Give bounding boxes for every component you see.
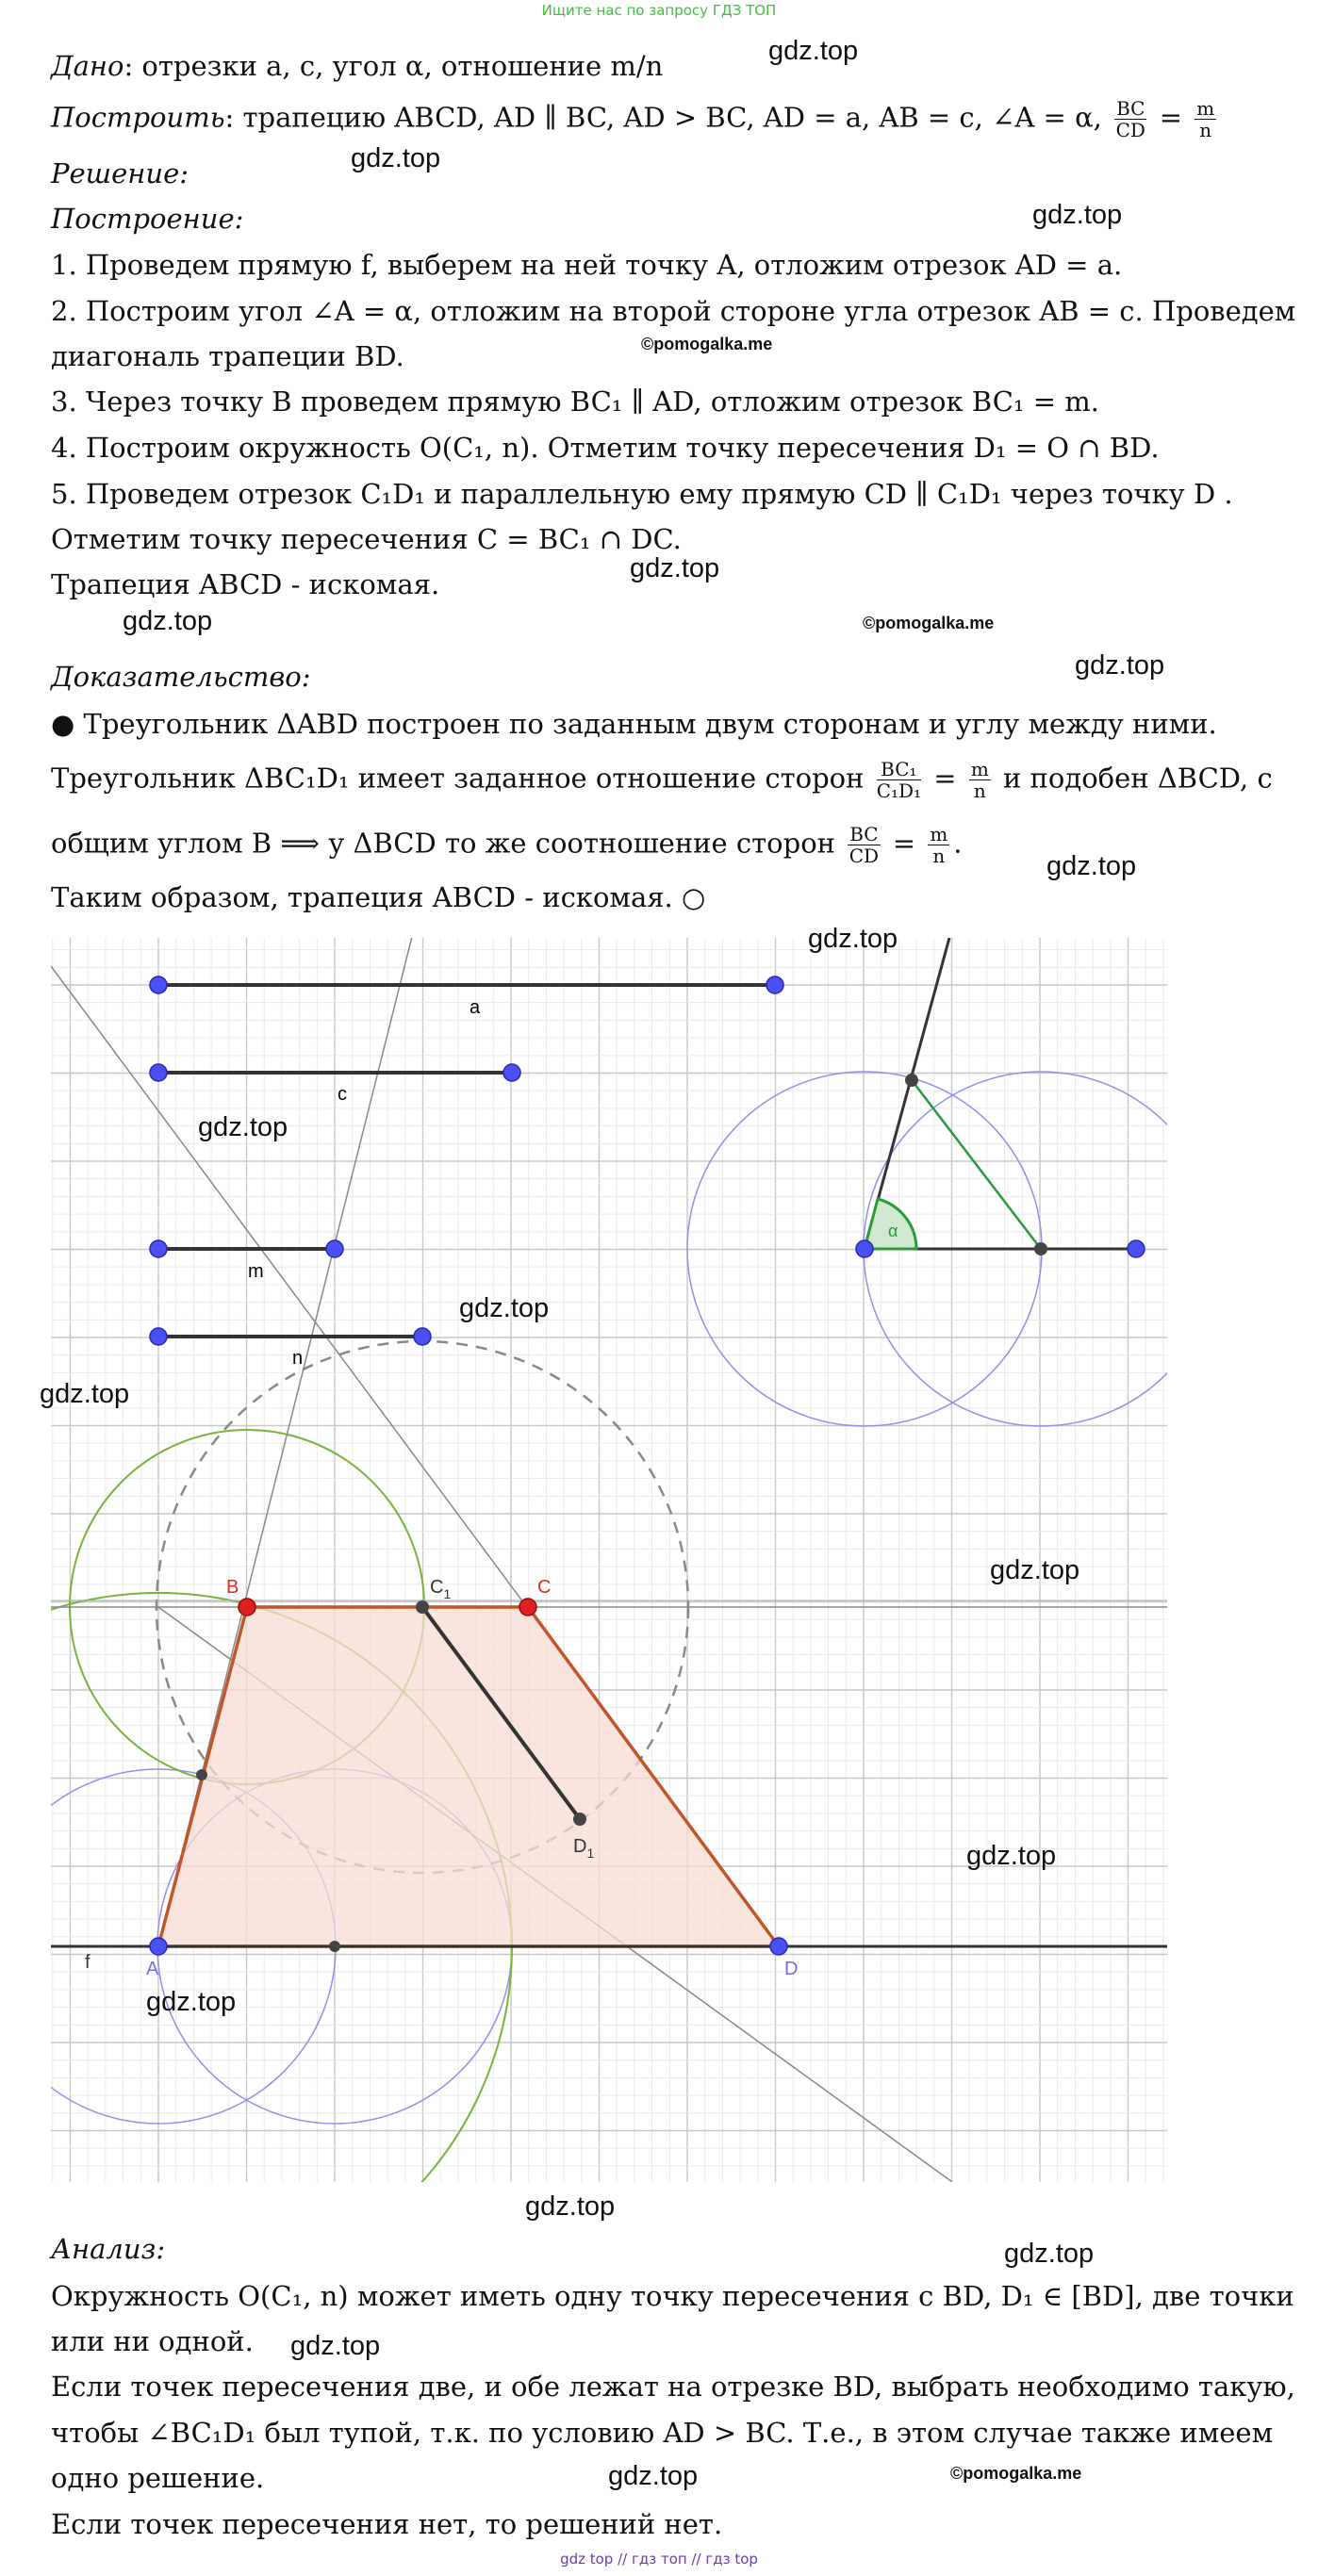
label-a: a bbox=[470, 997, 481, 1018]
given-text: : отрезки a, c, угол α, отношение m/n bbox=[124, 50, 664, 82]
point-D1 bbox=[573, 1813, 586, 1826]
point-C1 bbox=[416, 1600, 429, 1614]
point-n-right bbox=[414, 1328, 431, 1345]
step-1: 1. Проведем прямую f, выберем на ней точку A, отложим отрезок AD = a. bbox=[51, 249, 1123, 281]
point-f-mid bbox=[329, 1941, 340, 1952]
watermark-gdz: gdz.top bbox=[1032, 200, 1123, 230]
construct-frac-bc-cd: $\frac{BC}{CD}$ bbox=[1115, 97, 1145, 141]
step-2-cont: диагональ трапеции BD. bbox=[51, 340, 404, 372]
analysis-line-6: Если точек пересечения нет, то решений нет. bbox=[51, 2508, 723, 2540]
point-m-left bbox=[150, 1240, 167, 1257]
proof-frac-m-n-2: $\frac{m}{n}$ bbox=[930, 823, 948, 867]
watermark-gdz: gdz.top bbox=[146, 1987, 237, 2017]
watermark-pomogalka: ©pomogalka.me bbox=[950, 2464, 1082, 2483]
proof-line-4: Таким образом, трапеция ABCD - искомая. ○ bbox=[51, 881, 706, 913]
watermark-gdz: gdz.top bbox=[1075, 650, 1165, 681]
watermark-gdz: gdz.top bbox=[630, 553, 720, 583]
point-angle-end bbox=[1128, 1240, 1145, 1257]
watermark-gdz: gdz.top bbox=[290, 2331, 381, 2361]
proof-line-2: Треугольник ΔBC₁D₁ имеет заданное отношение сторон $\frac{\text{BC₁}}{\text{C₁D₁}}$ = $\frac{m}{n}$ и подобен ΔBCD, с bbox=[51, 758, 1273, 802]
watermark-pomogalka: ©pomogalka.me bbox=[641, 335, 773, 353]
watermark-gdz: gdz.top bbox=[1004, 2239, 1095, 2269]
label-alpha: α bbox=[888, 1222, 898, 1240]
point-m-right bbox=[326, 1240, 343, 1257]
watermark-gdz: gdz.top bbox=[123, 606, 213, 636]
label-f: f bbox=[85, 1952, 91, 1973]
proof-frac-m-n: $\frac{m}{n}$ bbox=[970, 758, 989, 802]
analysis-line-3: Если точек пересечения две, и обе лежат на отрезке BD, выбрать необходимо такую, bbox=[51, 2371, 1295, 2403]
proof-frac-bc1-c1d1: $\frac{\text{BC₁}}{\text{C₁D₁}}$ bbox=[876, 758, 922, 802]
label-A: A bbox=[146, 1959, 159, 1979]
watermark-gdz: gdz.top bbox=[808, 924, 898, 954]
proof-frac-bc-cd: $\frac{BC}{CD}$ bbox=[848, 823, 880, 867]
watermark-gdz: gdz.top bbox=[608, 2461, 699, 2491]
point-B bbox=[239, 1599, 255, 1616]
point-A bbox=[150, 1938, 167, 1955]
point-a-left bbox=[150, 976, 167, 993]
point-angle-vertex bbox=[856, 1240, 873, 1257]
construct-eq: = bbox=[1159, 101, 1183, 134]
construct-frac-m-n: $\frac{m}{n}$ bbox=[1196, 97, 1215, 141]
top-banner[interactable]: Ищите нас по запросу ГДЗ ТОП bbox=[541, 2, 777, 19]
proof-label: Доказательство: bbox=[51, 661, 311, 693]
watermark-gdz: gdz.top bbox=[459, 1293, 550, 1323]
analysis-line-5: одно решение. bbox=[51, 2462, 265, 2494]
watermark-gdz: gdz.top bbox=[351, 143, 441, 173]
solution-label: Решение: bbox=[51, 157, 189, 189]
construct-text: : трапецию ABCD, AD ∥ BC, AD > BC, AD = a, AB = c, ∠A = α, bbox=[224, 101, 1102, 134]
label-C1: $C_1$ bbox=[430, 1577, 452, 1601]
point-a-right bbox=[766, 976, 783, 993]
label-C: C bbox=[537, 1577, 552, 1598]
point-c-right bbox=[503, 1064, 520, 1081]
watermark-gdz: gdz.top bbox=[1046, 851, 1137, 881]
construction-label: Построение: bbox=[51, 203, 244, 235]
analysis-line-2: или ни одной. bbox=[51, 2325, 254, 2357]
step-4: 4. Построим окружность O(C₁, n). Отметим точку пересечения D₁ = O ∩ BD. bbox=[51, 432, 1160, 464]
label-D1: $D_1$ bbox=[573, 1836, 595, 1861]
label-n: n bbox=[292, 1348, 304, 1369]
point-c-left bbox=[150, 1064, 167, 1081]
point-n-left bbox=[150, 1328, 167, 1345]
trapezoid-abcd bbox=[158, 1607, 779, 1946]
point-angle-top bbox=[905, 1074, 918, 1087]
label-D: D bbox=[784, 1959, 799, 1979]
bottom-banner[interactable]: gdz top // гдз топ // гдз top bbox=[560, 2551, 758, 2568]
step-5-cont: Отметим точку пересечения C = BC₁ ∩ DC. bbox=[51, 523, 682, 555]
label-B: B bbox=[226, 1577, 239, 1598]
proof-line-3: общим углом B ⟹ у ΔBCD то же соотношение сторон $\frac{BC}{CD}$ = $\frac{m}{n}$ . bbox=[51, 823, 963, 867]
step-3: 3. Через точку B проведем прямую BC₁ ∥ AD, отложим отрезок BC₁ = m. bbox=[51, 386, 1099, 418]
construct-label: Построить bbox=[51, 101, 225, 134]
watermark-gdz: gdz.top bbox=[768, 36, 859, 66]
trapezoid-result: Трапеция ABCD - искомая. bbox=[51, 568, 440, 600]
watermark-gdz: gdz.top bbox=[990, 1555, 1080, 1585]
watermark-gdz: gdz.top bbox=[966, 1841, 1057, 1871]
label-m: m bbox=[248, 1261, 264, 1282]
point-angle-mid bbox=[1034, 1242, 1047, 1255]
analysis-line-1: Окружность O(C₁, n) может иметь одну точку пересечения с BD, D₁ ∈ [BD], две точки bbox=[51, 2280, 1294, 2312]
step-5: 5. Проведем отрезок C₁D₁ и параллельную ему прямую CD ∥ C₁D₁ через точку D . bbox=[51, 478, 1233, 510]
point-ab-intersection bbox=[196, 1769, 207, 1780]
step-2: 2. Построим угол ∠A = α, отложим на второй стороне угла отрезок AB = c. Проведем bbox=[51, 295, 1296, 327]
angle-chord-green bbox=[912, 1080, 1041, 1249]
point-C bbox=[519, 1599, 536, 1616]
analysis-line-4: чтобы ∠BC₁D₁ был тупой, т.к. по условию AD > BC. Т.е., в этом случае также имеем bbox=[51, 2417, 1274, 2449]
point-D bbox=[770, 1938, 787, 1955]
watermark-gdz: gdz.top bbox=[198, 1112, 288, 1142]
watermark-gdz: gdz.top bbox=[40, 1379, 130, 1409]
analysis-label: Анализ: bbox=[51, 2233, 166, 2265]
given-label: Дано bbox=[51, 50, 124, 82]
watermark-gdz: gdz.top bbox=[525, 2191, 616, 2222]
label-c: c bbox=[338, 1084, 347, 1105]
proof-line-1: ● Треугольник ΔABD построен по заданным двум сторонам и углу между ними. bbox=[51, 708, 1217, 740]
watermark-pomogalka: ©pomogalka.me bbox=[863, 614, 995, 632]
